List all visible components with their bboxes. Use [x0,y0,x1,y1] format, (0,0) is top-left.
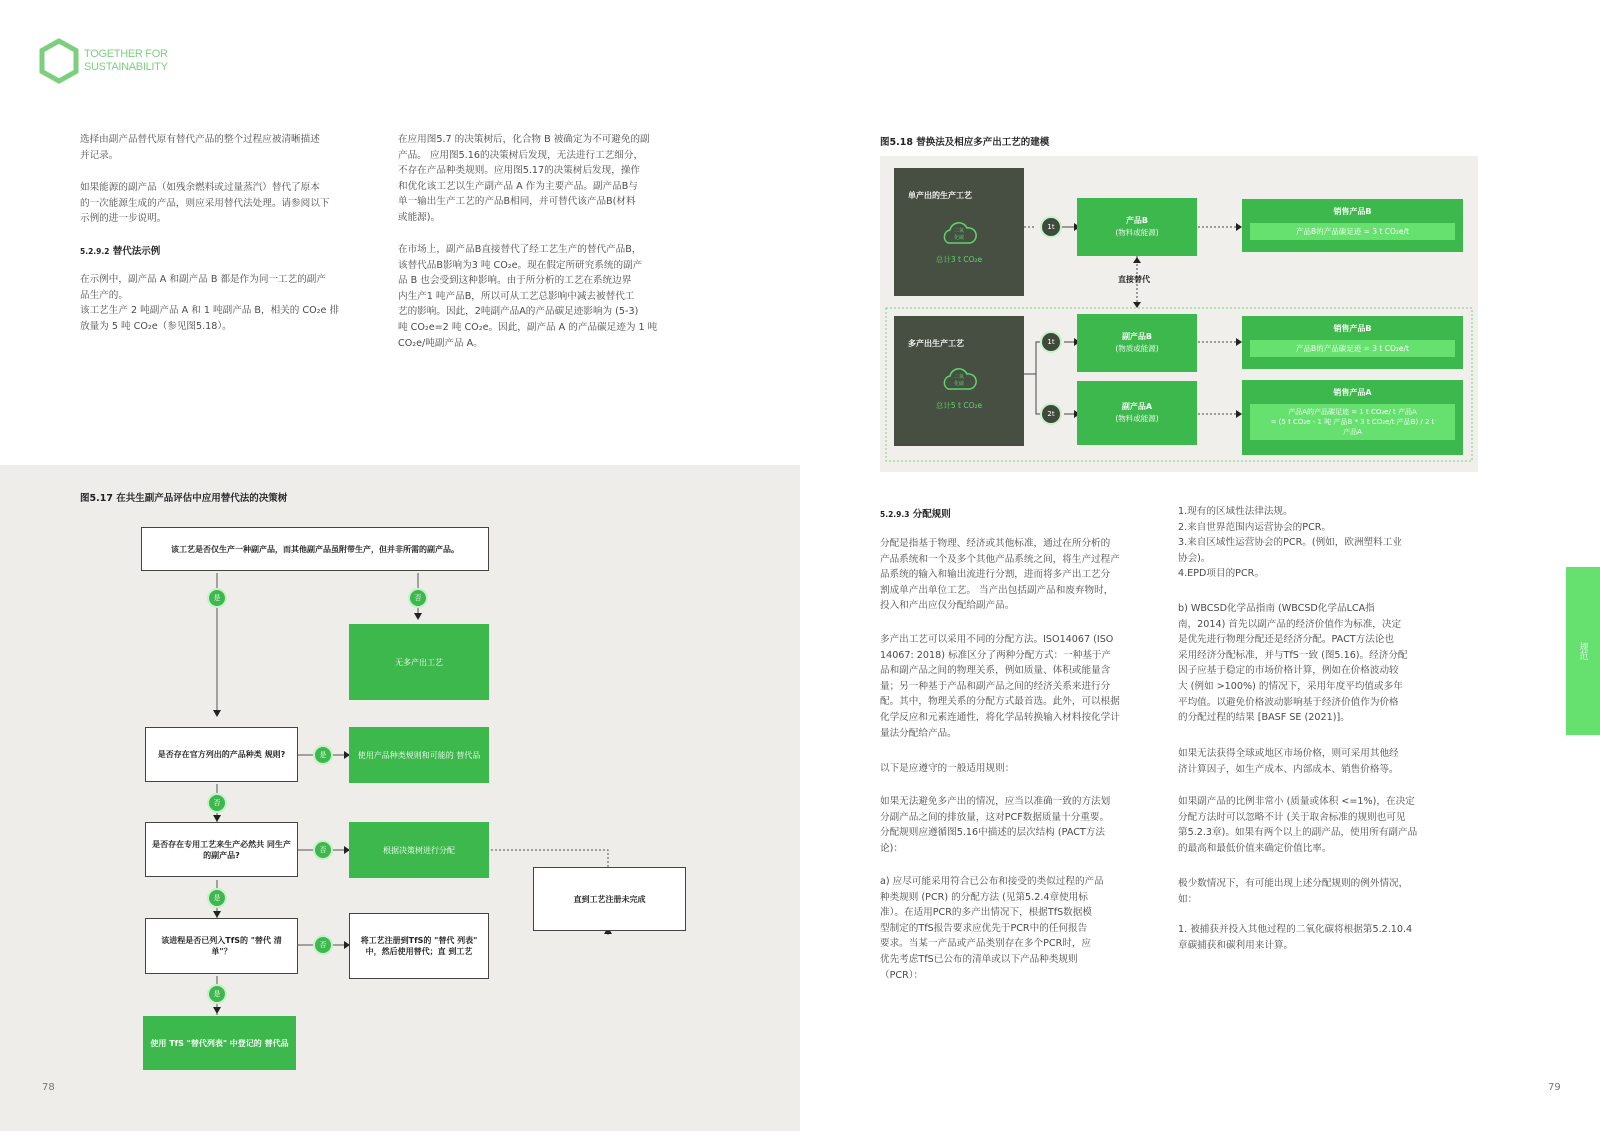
byproduct-b-box [1077,314,1197,372]
right-col2-p4: 极少数情况下，有可能出现上述分配规则的例外情况， 如： [1178,878,1409,905]
chapter-tab[interactable] [1566,567,1600,735]
question-official-pcr: 是否存在官方列出的产品种类 规则? [145,727,298,782]
chapter-tab-label: 规范 [1577,642,1588,660]
figure-518-title: 图5.18 替换法及相应多产出工艺的建模 [880,137,1050,148]
product-b-label: 产品B [1125,216,1149,225]
cloud-label: 二氧 化碳 [953,228,964,241]
yes-badge-4: 是 [207,984,227,1004]
cloud-label: 二氧 化碳 [953,374,964,387]
no-badge-1: 否 [408,588,428,608]
sale-byproduct-b-footprint: 产品B的产品碳足迹 = 3 t CO₂e/t [1250,340,1455,357]
section-number: 5.2.9.3 [880,510,910,519]
total-emissions-single: 总计3 t CO₂e [935,255,983,264]
no-badge-4: 否 [313,935,333,955]
box-no-multi-output: 无多产出工艺 [349,624,489,700]
multi-output-process [894,316,1024,446]
quantity-badge-2t: 2t [1040,403,1062,425]
sale-byproduct-a-footprint: 产品A的产品碳足迹 = 1 t CO₂e/ t 产品A = (5 t CO₂e - 1 吨 产品B * 3 t CO₂e/t 产品B) / 2 t 产品A [1250,404,1455,440]
question-tfs-list: 该进程是否已列入TfS的 "替代 清单"？ [145,918,298,974]
section-heading-5292 [80,243,160,257]
sale-product-b-footprint: 产品B的产品碳足迹 = 3 t CO₂e/t [1250,223,1455,240]
hexagon-logo-icon [38,38,80,84]
right-col1-p4: 如果无法避免多产出的情况，应当以准确一致的方法划 分副产品之间的排放量，这对PCF数据质量十分重要。 分配规则应遵循图5.16中描述的层次结构 (PACT方法 论)： [880,796,1111,854]
left-col2-p1: 在应用图5.7 的决策树后，化合物 B 被确定为不可避免的副 产品。 应用图5.16的决策树后发现，无法进行工艺细分， 不存在产品种类规则。应用图5.17的决策树后发现，操作 和优化该工艺以生产副产品 A 作为主要产品。副产品B与 单一输出生产工艺的产品B相同，并可替代该产品B(材料 或能源)。 [398,134,650,223]
right-col2-p5: 1. 被捕获并投入其他过程的二氧化碳将根据第5.2.10.4 章碳捕获和碳利用来计算。 [1178,924,1413,951]
right-col1-p2: 多产出工艺可以采用不同的分配方法。ISO14067 (ISO 14067: 2018) 标准区分了两种分配方式：一种基于产 品和副产品之间的物理关系，例如质量、体积或能量含 量；另一种基于产品和副产品之间的经济关系来进行分 配。其中，物理关系的分配方式最首选。此外，可以根据 化学反应和元素连通性，将化学品转换输入材料按化学计 量法分配给产品。 [880,634,1120,739]
direct-substitution-label: 直接替代 [1118,275,1150,284]
sale-product-b-box [1242,199,1463,252]
section-title: 分配规则 [912,509,951,520]
right-col2-p2: 如果无法获得全球或地区市场价格，则可采用其他经 济计算因子，如生产成本、内部成本、销售价格等。 [1178,748,1399,775]
box-allocate-by-tree: 根据决策树进行分配 [349,822,489,878]
byproduct-a-label: 副产品A [1121,402,1153,411]
box-use-pcr: 使用产品种类规则和可能的 替代品 [349,727,489,783]
single-output-process [894,168,1024,296]
right-col2-p1: b) WBCSD化学品指南 (WBCSD化学品LCA指 南，2014) 首先以副产品的经济价值作为标准，决定 是优先进行物理分配还是经济分配。PACT方法论也 采用经济分配标准，并与TfS一致 (图5.16)。经济分配 因子应基于稳定的市场价格计算，例如在价格波动较 大 (例如 >100%) 的情况下，采用年度平均值或多年 平均值。以避免价格波动影响基于经济价值作为价格 的分配过程的结果 [BASF SE (2021)]。 [1178,603,1408,724]
left-col2-p2: 在市场上，副产品B直接替代了经工艺生产的替代产品B， 该替代品B影响为3 吨 CO₂e。现在假定所研究系统的副产 品 B 也会受到这种影响。由于所分析的工艺在系统边界 内生产1 吨产品B，所以可从工艺总影响中减去被替代工 艺的影响。因此，2吨副产品A的产品碳足迹影响为 (5-3) 吨 CO₂e=2 吨 CO₂e。因此，副产品 A 的产品碳足迹为 1 吨 CO₂e/吨副产品 A。 [398,244,658,349]
yes-badge-2: 是 [313,745,333,765]
section-title: 替代法示例 [112,246,161,257]
no-badge-3: 否 [313,840,333,860]
byproduct-b-label: 副产品B [1121,332,1153,341]
byproduct-a-box [1077,381,1197,445]
left-col1-p3: 在示例中，副产品 A 和副产品 B 都是作为同一工艺的副产 品生产的。 该工艺生产 2 吨副产品 A 和 1 吨副产品 B，相关的 CO₂e 排 放量为 5 吨 CO₂e（参见图5.18）。 [80,274,340,332]
box-until-registered: 直到工艺注册未完成 [533,867,686,931]
sale-byproduct-b-label: 销售产品B [1333,324,1372,333]
single-output-label: 单产出的生产工艺 [908,191,972,200]
section-heading-5293 [880,506,951,520]
left-page-number: 78 [42,1082,55,1093]
left-col1-p2: 如果能源的副产品（如残余燃料或过量蒸汽）替代了原本 的一次能源生成的产品，则应采用替代法处理。请参阅以下 示例的进一步说明。 [80,182,330,225]
total-emissions-multi: 总计5 t CO₂e [935,401,983,410]
right-col1-p5: a) 应尽可能采用符合已公布和接受的类似过程的产品 种类规则 (PCR) 的分配方法 (见第5.2.4章使用标 准）。在适用PCR的多产出情况下，根据TfS数据模 型制定的TfS报告要求应优先于PCR中的任何报告 要求。当某一产品或产品类别存在多个PCR时，应 优先考虑TfS已公布的清单或以下产品种类规则 （PCR）： [880,876,1104,981]
right-col1-p3: 以下是应遵守的一般适用规则： [880,763,1015,774]
left-col1-p1: 选择由副产品替代原有替代产品的整个过程应被清晰描述 并记录。 [80,134,320,161]
box-use-tfs-substitute: 使用 TfS "替代列表" 中登记的 替代品 [143,1016,296,1070]
right-col1-p1: 分配是指基于物理、经济或其他标准，通过在所分析的 产品系统和一个及多个其他产品系统之间，将生产过程产 品系统的输入和输出流进行分割，进而将多产出工艺分 割成单产出单位工艺。 当产出包括副产品和废弃物时， 投入和产出应仅分配给副产品。 [880,538,1120,612]
yes-badge-3: 是 [207,888,227,908]
byproduct-a-sub: (物料或能源) [1115,414,1159,423]
sale-product-b-label: 销售产品B [1333,207,1372,216]
yes-badge-1: 是 [207,588,227,608]
right-col2-p3: 如果副产品的比例非常小 (质量或体积 <=1%)，在决定 分配方法时可以忽略不计 (关于取舍标准的规则也可见 第5.2.3章)。如果有两个以上的副产品，使用所有副产品 的最高和最低价值来确定价值比率。 [1178,796,1418,854]
question-single-byproduct: 该工艺是否仅生产一种副产品，而其他副产品虽附带生产，但并非所需的副产品。 [141,527,489,571]
multi-output-label: 多产出生产工艺 [908,339,964,348]
sale-byproduct-a-label: 销售产品A [1333,388,1372,397]
no-badge-2: 否 [207,793,227,813]
quantity-badge-1t-by: 1t [1040,331,1062,353]
box-register-process: 将工艺注册到TfS的 "替代 列表" 中，然后使用替代；直 到工艺 [349,913,489,979]
brand-line1: TOGETHER FOR [84,48,168,60]
quantity-badge-1t: 1t [1040,216,1062,238]
right-page-number: 79 [1548,1082,1561,1093]
section-number: 5.2.9.2 [80,247,110,256]
brand-line2: SUSTAINABILITY [84,61,168,73]
byproduct-b-sub: (物质或能源) [1115,344,1159,353]
sale-byproduct-b-box [1242,316,1463,369]
product-b-box [1077,198,1197,256]
right-col2-list: 1.现有的区域性法律法规。 2.来自世界范围内运营协会的PCR。 3.来自区域性运营协会的PCR。(例如，欧洲塑料工业 协会)。 4.EPD项目的PCR。 [1178,506,1402,580]
figure-517-title: 图5.17 在共生副产品评估中应用替代法的决策树 [80,493,288,504]
sale-byproduct-a-box [1242,380,1463,455]
question-dedicated-process: 是否存在专用工艺来生产必然共 同生产的副产品? [145,822,298,877]
product-b-sub: (物料或能源) [1115,228,1159,237]
brand-logo [38,38,178,86]
